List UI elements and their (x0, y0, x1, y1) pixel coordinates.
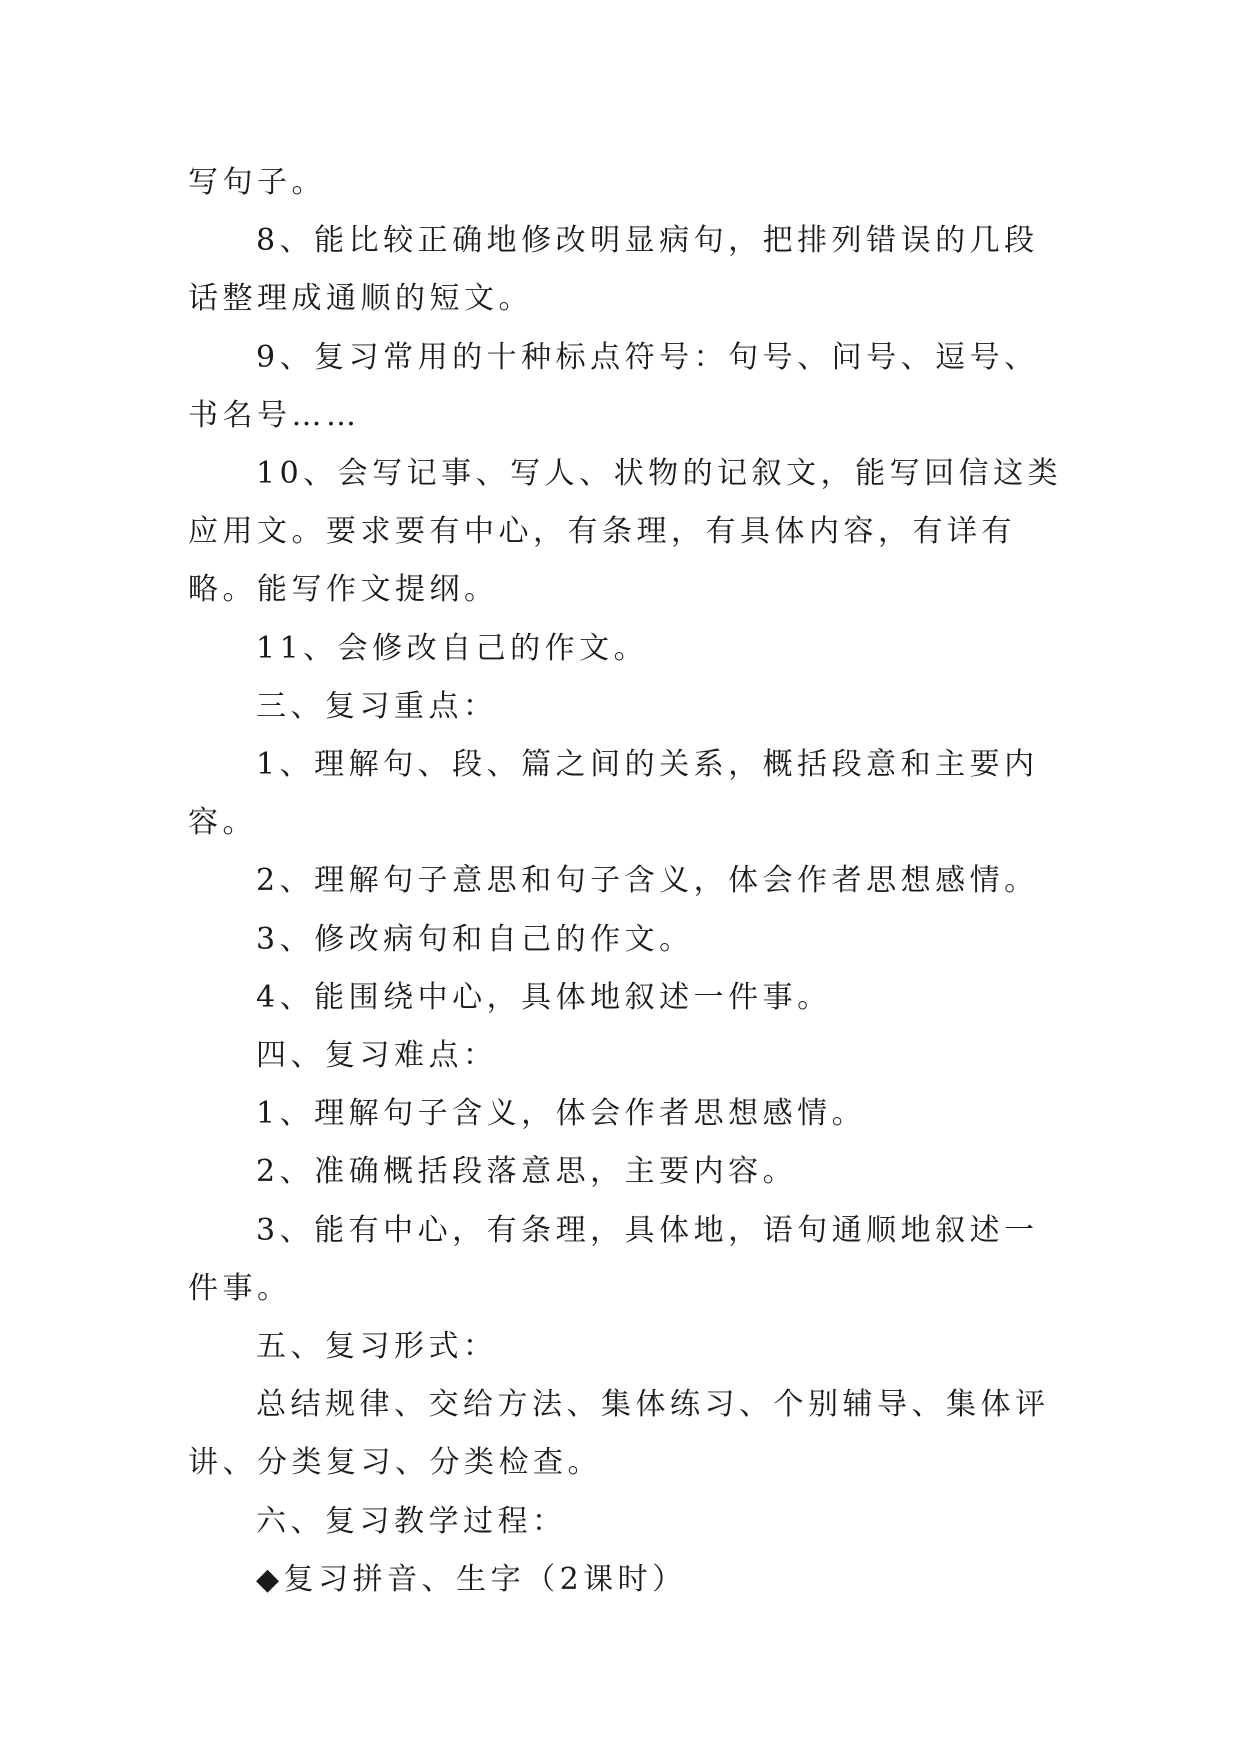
section-heading-review-forms: 五、复习形式： (256, 1329, 498, 1365)
list-item-11: 11、会修改自己的作文。 (256, 630, 649, 666)
document-body (188, 154, 1068, 1609)
section-heading-key-points: 三、复习重点： (256, 688, 498, 724)
review-forms-text: 总结规律、交给方法、集体练习、个别辅导、集体评讲、分类复习、分类检查。 (188, 1387, 1050, 1481)
process-item-pinyin-characters: ◆复习拼音、生字（2课时） (256, 1561, 687, 1597)
key-point-4: 4、能围绕中心，具体地叙述一件事。 (256, 979, 832, 1015)
continued-item-7-text: 写句子。 (188, 165, 326, 200)
key-point-2: 2、理解句子意思和句子含义，体会作者思想感情。 (256, 863, 1039, 899)
difficulty-1: 1、理解句子含义，体会作者思想感情。 (256, 1096, 867, 1132)
list-item-9: 9、复习常用的十种标点符号：句号、问号、逗号、书名号…… (188, 339, 1039, 433)
list-item-10: 10、会写记事、写人、状物的记叙文，能写回信这类应用文。要求要有中心，有条理，有具体内容，有详有略。能写作文提纲。 (188, 456, 1063, 608)
list-item-8: 8、能比较正确地修改明显病句，把排列错误的几段话整理成通顺的短文。 (188, 223, 1039, 317)
key-point-3: 3、修改病句和自己的作文。 (256, 921, 694, 957)
difficulty-3: 3、能有中心，有条理，具体地，语句通顺地叙述一件事。 (188, 1212, 1039, 1306)
section-heading-teaching-process: 六、复习教学过程： (256, 1503, 567, 1539)
section-heading-difficulties: 四、复习难点： (256, 1038, 498, 1074)
difficulty-2: 2、准确概括段落意思，主要内容。 (256, 1154, 798, 1190)
key-point-1: 1、理解句、段、篇之间的关系，概括段意和主要内容。 (188, 747, 1039, 841)
